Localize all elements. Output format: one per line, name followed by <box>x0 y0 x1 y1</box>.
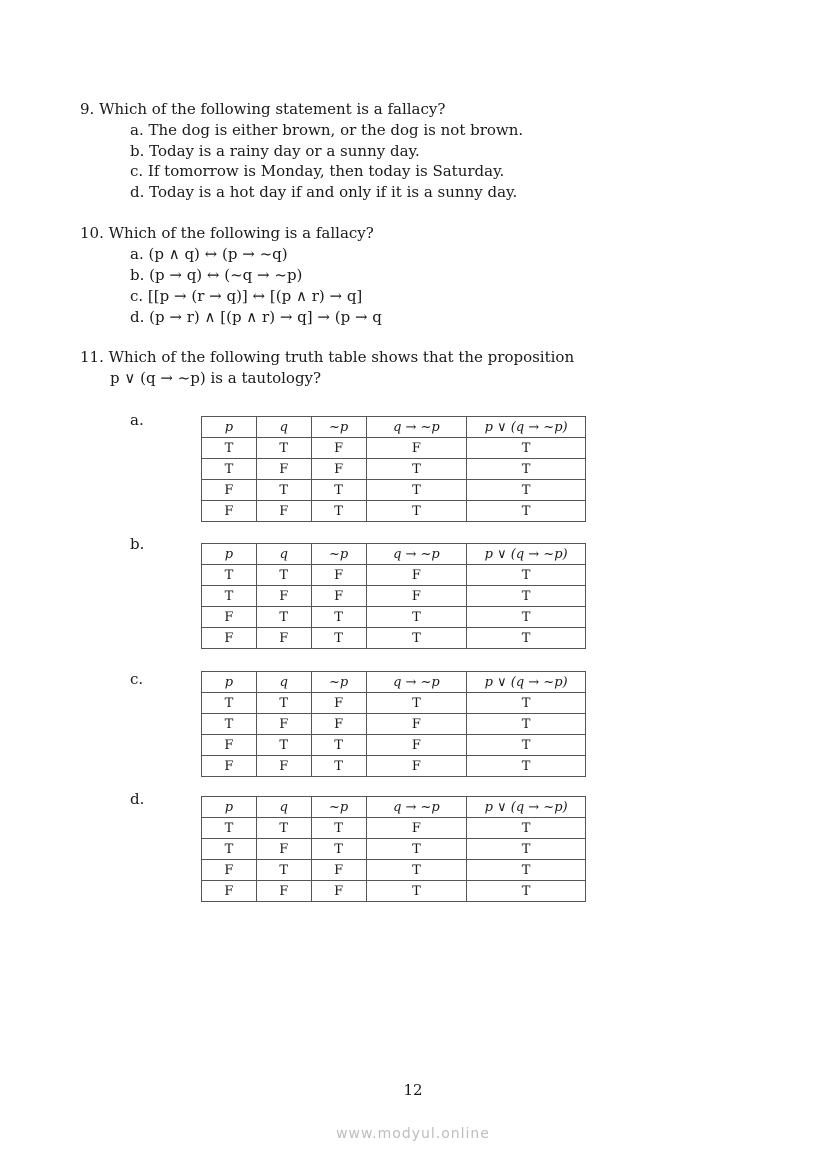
table-row <box>202 565 586 586</box>
header-cell: q → ~p <box>366 797 467 818</box>
header-cell: q <box>256 544 311 565</box>
table-cell: F <box>202 735 257 756</box>
table-row <box>202 459 586 480</box>
table-cell: F <box>311 693 366 714</box>
table-cell: F <box>311 881 366 902</box>
truth-table-a <box>201 416 586 522</box>
table-cell: F <box>256 756 311 777</box>
table-cell: F <box>256 881 311 902</box>
table-cell: T <box>366 860 467 881</box>
table-cell: T <box>256 860 311 881</box>
question-10-option-d: d. (p → r) ∧ [(p ∧ r) → q] → (p → q <box>130 308 382 326</box>
question-11-proposition: p ∨ (q → ~p) is a tautology? <box>110 369 322 387</box>
table-header-row <box>202 417 586 438</box>
header-cell: p ∨ (q → ~p) <box>467 544 586 565</box>
table-cell: T <box>467 860 586 881</box>
table-cell: T <box>467 501 586 522</box>
table-cell: T <box>311 735 366 756</box>
table-header-row <box>202 544 586 565</box>
table-c-label: c. <box>130 670 144 688</box>
table-cell: T <box>467 607 586 628</box>
table-b-label: b. <box>130 535 145 553</box>
table-cell: F <box>366 714 467 735</box>
table-row <box>202 607 586 628</box>
table-cell: F <box>202 860 257 881</box>
header-cell: q <box>256 672 311 693</box>
table-cell: T <box>467 628 586 649</box>
header-cell: ~p <box>311 417 366 438</box>
table-cell: F <box>311 586 366 607</box>
table-cell: T <box>311 607 366 628</box>
table-cell: T <box>256 693 311 714</box>
table-cell: T <box>311 818 366 839</box>
table-cell: T <box>366 480 467 501</box>
question-10-title: 10. Which of the following is a fallacy? <box>80 224 374 242</box>
table-cell: T <box>202 565 257 586</box>
table-row <box>202 881 586 902</box>
table-cell: T <box>467 693 586 714</box>
table-cell: F <box>366 438 467 459</box>
table-cell: F <box>202 881 257 902</box>
table-cell: F <box>366 735 467 756</box>
table-cell: T <box>467 714 586 735</box>
header-cell: p ∨ (q → ~p) <box>467 797 586 818</box>
table-cell: T <box>202 818 257 839</box>
table-cell: T <box>366 881 467 902</box>
header-cell: q → ~p <box>366 417 467 438</box>
header-cell: ~p <box>311 544 366 565</box>
table-cell: T <box>366 693 467 714</box>
table-cell: T <box>256 480 311 501</box>
table-cell: T <box>311 839 366 860</box>
table-cell: F <box>366 756 467 777</box>
table-cell: T <box>366 607 467 628</box>
truth-table-d <box>201 796 586 902</box>
table-cell: F <box>256 501 311 522</box>
question-9-option-a: a. The dog is either brown, or the dog is not brown. <box>130 121 524 139</box>
table-cell: F <box>256 628 311 649</box>
table-cell: F <box>366 565 467 586</box>
table-cell: F <box>311 565 366 586</box>
question-11-title: 11. Which of the following truth table shows that the proposition <box>80 348 575 366</box>
table-cell: T <box>311 501 366 522</box>
header-cell: p <box>202 672 257 693</box>
table-cell: T <box>467 459 586 480</box>
table-row <box>202 480 586 501</box>
table-cell: F <box>256 459 311 480</box>
table-cell: F <box>202 756 257 777</box>
question-9-option-d: d. Today is a hot day if and only if it is a sunny day. <box>130 183 518 201</box>
table-cell: F <box>366 818 467 839</box>
table-row <box>202 839 586 860</box>
table-header-row <box>202 672 586 693</box>
table-cell: T <box>256 565 311 586</box>
table-cell: F <box>202 628 257 649</box>
table-cell: T <box>202 438 257 459</box>
table-cell: T <box>467 586 586 607</box>
table-row <box>202 693 586 714</box>
table-cell: T <box>202 693 257 714</box>
question-10-option-a: a. (p ∧ q) ↔ (p → ~q) <box>130 245 288 263</box>
header-cell: p ∨ (q → ~p) <box>467 417 586 438</box>
table-cell: T <box>311 756 366 777</box>
table-cell: T <box>467 756 586 777</box>
table-cell: T <box>467 881 586 902</box>
header-cell: p <box>202 417 257 438</box>
table-row <box>202 586 586 607</box>
table-cell: T <box>366 501 467 522</box>
question-9-option-c: c. If tomorrow is Monday, then today is Saturday. <box>130 162 505 180</box>
header-cell: q → ~p <box>366 544 467 565</box>
table-row <box>202 714 586 735</box>
table-header-row <box>202 797 586 818</box>
truth-table-c <box>201 671 586 777</box>
table-cell: T <box>256 438 311 459</box>
question-10-option-c: c. [[p → (r → q)] ↔ [(p ∧ r) → q] <box>130 287 363 305</box>
table-row <box>202 501 586 522</box>
table-row <box>202 628 586 649</box>
table-cell: F <box>311 860 366 881</box>
question-9-title: 9. Which of the following statement is a fallacy? <box>80 100 446 118</box>
table-cell: T <box>256 607 311 628</box>
table-cell: T <box>467 735 586 756</box>
table-cell: T <box>256 818 311 839</box>
table-cell: T <box>467 480 586 501</box>
table-cell: F <box>256 586 311 607</box>
question-10-option-b: b. (p → q) ↔ (~q → ~p) <box>130 266 303 284</box>
table-cell: T <box>256 735 311 756</box>
header-cell: p <box>202 797 257 818</box>
table-cell: F <box>311 438 366 459</box>
table-cell: F <box>256 714 311 735</box>
header-cell: q → ~p <box>366 672 467 693</box>
table-a-label: a. <box>130 411 144 429</box>
header-cell: q <box>256 417 311 438</box>
table-cell: F <box>311 459 366 480</box>
table-cell: F <box>311 714 366 735</box>
question-9-option-b: b. Today is a rainy day or a sunny day. <box>130 142 420 160</box>
table-cell: T <box>366 628 467 649</box>
table-row <box>202 818 586 839</box>
header-cell: ~p <box>311 672 366 693</box>
table-cell: T <box>366 839 467 860</box>
table-cell: F <box>256 839 311 860</box>
header-cell: ~p <box>311 797 366 818</box>
table-cell: T <box>366 459 467 480</box>
table-cell: T <box>467 839 586 860</box>
table-cell: T <box>202 459 257 480</box>
table-cell: T <box>467 565 586 586</box>
table-cell: F <box>202 607 257 628</box>
table-cell: T <box>467 818 586 839</box>
table-row <box>202 756 586 777</box>
table-d-label: d. <box>130 790 145 808</box>
table-cell: T <box>311 480 366 501</box>
page-number: 12 <box>403 1081 423 1099</box>
table-cell: T <box>202 839 257 860</box>
table-cell: F <box>202 501 257 522</box>
watermark: www.modyul.online <box>336 1126 490 1142</box>
header-cell: p ∨ (q → ~p) <box>467 672 586 693</box>
table-cell: F <box>366 586 467 607</box>
header-cell: q <box>256 797 311 818</box>
table-cell: F <box>202 480 257 501</box>
table-cell: T <box>202 586 257 607</box>
table-row <box>202 438 586 459</box>
header-cell: p <box>202 544 257 565</box>
table-row <box>202 860 586 881</box>
table-cell: T <box>311 628 366 649</box>
truth-table-b <box>201 543 586 649</box>
table-cell: T <box>467 438 586 459</box>
table-cell: T <box>202 714 257 735</box>
table-row <box>202 735 586 756</box>
